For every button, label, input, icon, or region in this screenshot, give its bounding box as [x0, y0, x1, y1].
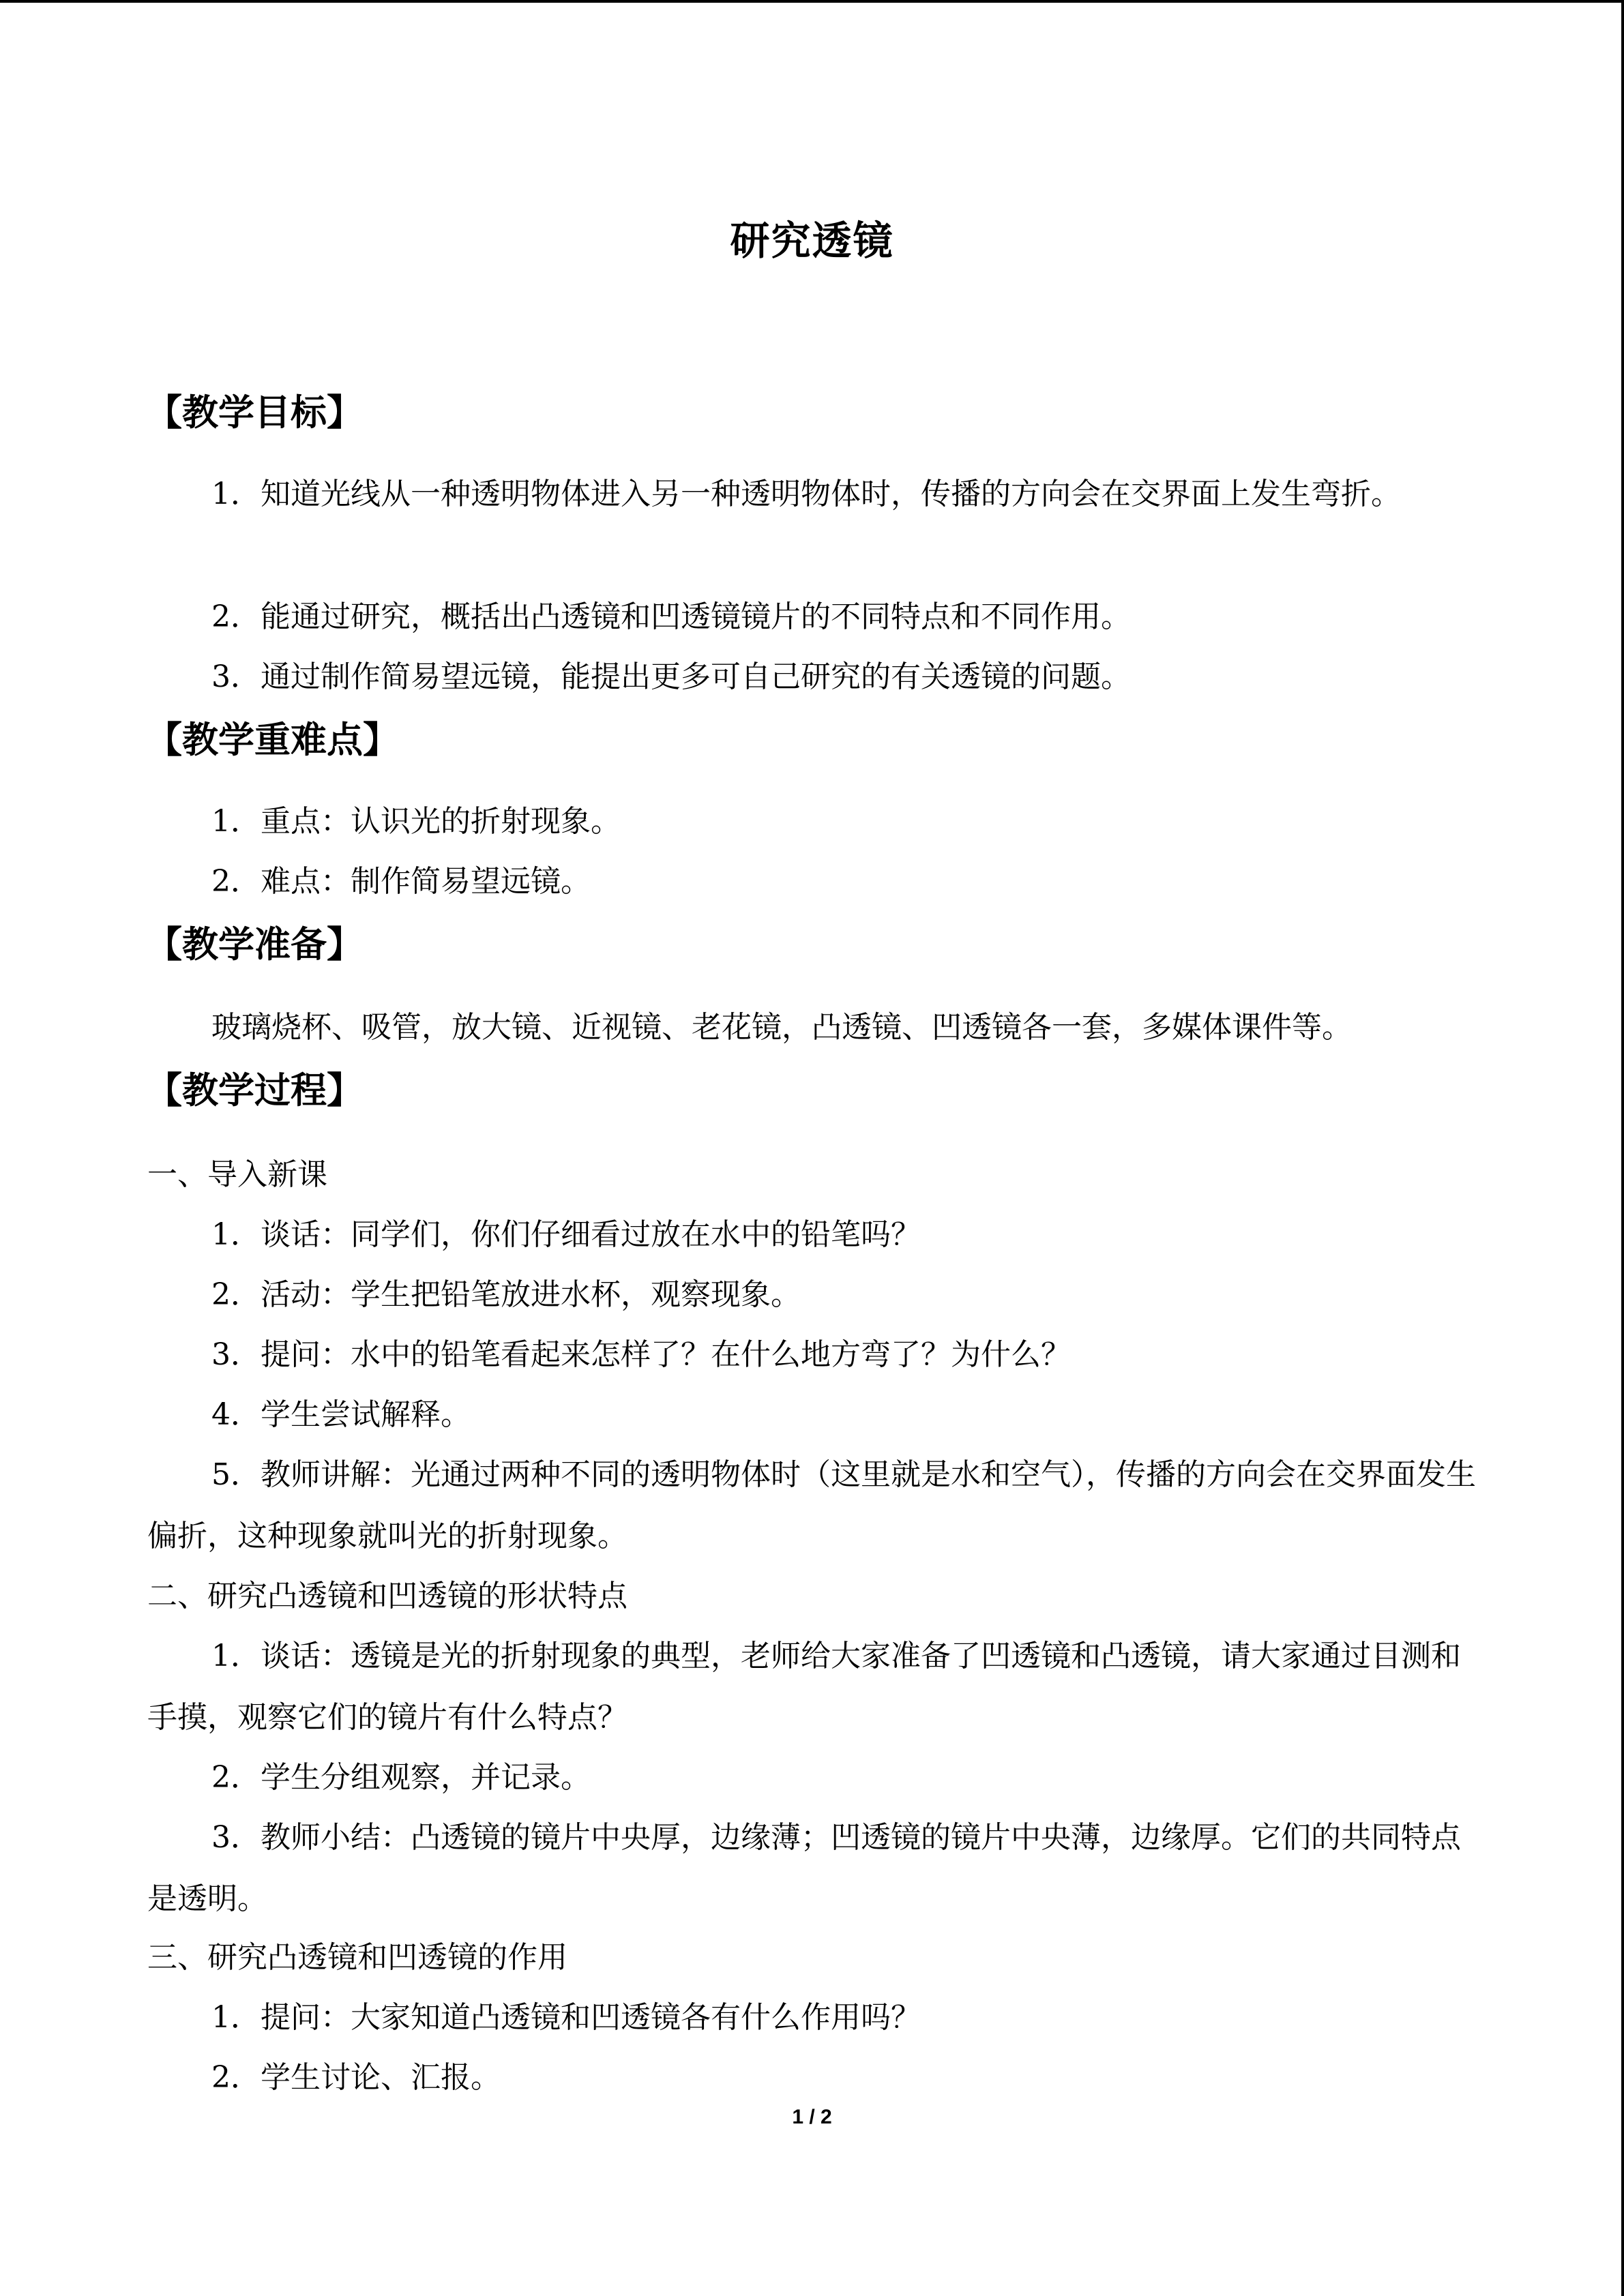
part1-item-3: 3．提问：水中的铅笔看起来怎样了？在什么地方弯了？为什么？ [211, 1337, 1071, 1372]
process-part3-title: 三、研究凸透镜和凹透镜的作用 [147, 1940, 567, 1975]
heading-key-points: 【教学重难点】 [146, 719, 399, 761]
page-number: 1 / 2 [792, 2106, 832, 2128]
goal-item-2: 2．能通过研究，概括出凸透镜和凹透镜镜片的不同特点和不同作用。 [211, 599, 1131, 634]
goal-item-1: 1．知道光线从一种透明物体进入另一种透明物体时，传播的方向会在交界面上发生弯折。 [211, 477, 1401, 511]
part3-item-2: 2．学生讨论、汇报。 [211, 2060, 501, 2095]
part2-item-1: 1．谈话：透镜是光的折射现象的典型，老师给大家准备了凹透镜和凸透镜，请大家通过目测和手摸，观察它们的镜片有什么特点？ [147, 1639, 1461, 1735]
key-point-item-1: 1．重点：认识光的折射现象。 [211, 804, 621, 839]
part1-item-5: 5．教师讲解：光通过两种不同的透明物体时（这里就是水和空气），传播的方向会在交界面发生偏折，这种现象就叫光的折射现象。 [147, 1457, 1476, 1553]
heading-process: 【教学过程】 [146, 1070, 363, 1112]
process-part2-title: 二、研究凸透镜和凹透镜的形状特点 [147, 1579, 628, 1613]
preparation-text: 玻璃烧杯、吸管，放大镜、近视镜、老花镜，凸透镜、凹透镜各一套，多媒体课件等。 [211, 1010, 1352, 1045]
part2-item-3: 3．教师小结：凸透镜的镜片中央厚，边缘薄；凹透镜的镜片中央薄，边缘厚。它们的共同特点是透明。 [147, 1820, 1461, 1916]
part2-item-2: 2．学生分组观察，并记录。 [211, 1760, 591, 1795]
heading-preparation: 【教学准备】 [146, 924, 363, 966]
part1-item-1: 1．谈话：同学们，你们仔细看过放在水中的铅笔吗？ [211, 1217, 921, 1252]
part1-item-2: 2．活动：学生把铅笔放进水杯，观察现象。 [211, 1277, 801, 1312]
goal-item-3: 3．通过制作简易望远镜，能提出更多可自己研究的有关透镜的问题。 [211, 659, 1131, 694]
document-title: 研究透镜 [730, 218, 894, 264]
heading-teaching-goals: 【教学目标】 [146, 392, 363, 434]
part3-item-1: 1．提问：大家知道凸透镜和凹透镜各有什么作用吗？ [211, 2000, 921, 2035]
key-point-item-2: 2．难点：制作简易望远镜。 [211, 864, 591, 899]
part1-item-4: 4．学生尝试解释。 [211, 1397, 471, 1432]
process-part1-title: 一、导入新课 [147, 1157, 327, 1192]
